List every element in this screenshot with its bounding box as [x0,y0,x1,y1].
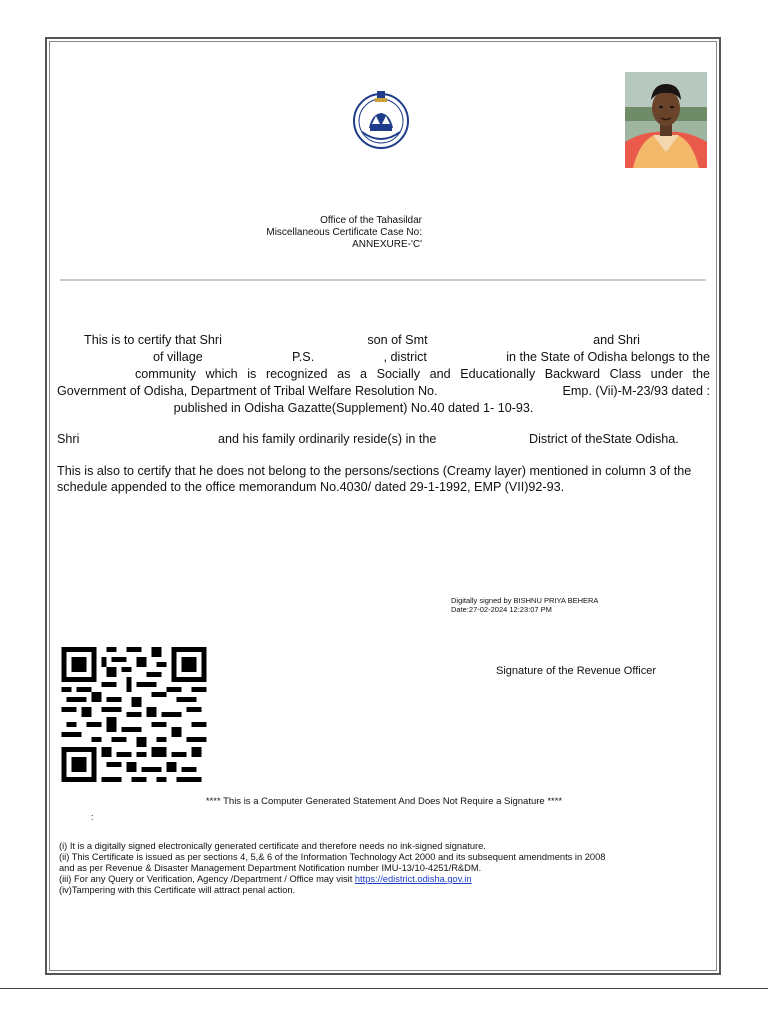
colon-mark: : [91,812,94,822]
applicant-photo [625,72,707,168]
footnotes [59,841,719,896]
note-2-continued: and as per Revenue & Disaster Management Department Notification number IMU-13/10-4251/R&DM. [59,863,482,873]
creamy-layer-paragraph: This is also to certify that he does not belong to the persons/sections (Creamy layer) mentioned in column 3 of the schedule appended to the office memorandum No.4030/ dated 29-1-1992, EMP (VII)92-93. [57,464,692,494]
note-2: (ii) This Certificate is issued as per sections 4, 5,& 6 of the Information Technology Act 2000 and its subsequent amendments in 2008 [59,852,606,862]
note-3-text: (iii) For any Query or Verification, Agency /Department / Office may visit [59,874,355,884]
note-3 [59,874,719,885]
signed-date: Date:27-02-2024 12:23:07 PM [451,605,552,614]
note-4: (iv)Tampering with this Certificate will attract penal action. [59,885,296,895]
cert-line1-c: and Shri [593,333,640,347]
cert-line4-b: Emp. (Vii)-M-23/93 dated : [562,384,710,398]
cert-line2-c: , district [383,350,427,364]
cert-line2-a: of village [153,350,203,364]
annexure-label: ANNEXURE-'C' [352,239,422,250]
computer-generated-note: **** This is a Computer Generated Statement And Does Not Require a Signature **** [205,796,563,807]
reside-family: and his family ordinarily reside(s) in the [218,432,437,446]
certificate-paragraph [57,332,710,417]
revenue-officer-signature-label: Signature of the Revenue Officer [496,665,657,677]
cert-line4-a: Government of Odisha, Department of Tribal Welfare Resolution No. [57,384,438,398]
edistrict-link[interactable]: https://edistrict.odisha.gov.in [354,874,472,884]
certificate-inner-border [49,41,717,971]
note-1: (i) It is a digitally signed electronically generated certificate and therefore needs no ink-signed signature. [59,841,486,851]
reside-district: District of theState Odisha. [529,432,679,446]
office-header [266,215,422,251]
cert-line3: community which is recognized as a Socially and Educationally Backward Class under the [135,367,710,381]
case-number-label: Miscellaneous Certificate Case No: [266,227,422,238]
signed-by: Digitally signed by BISHNU PRIYA BEHERA [451,596,599,605]
cert-line1-b: son of Smt [367,333,428,347]
cert-line2-b: P.S. [292,350,315,364]
cert-line1-a: This is to certify that Shri [84,333,222,347]
cert-line5: published in Odisha Gazatte(Supplement) No.40 dated 1- 10-93. [173,401,534,415]
odisha-emblem-icon [350,88,412,150]
cert-line2-d: in the State of Odisha belongs to the [506,350,710,364]
header-divider [60,279,706,281]
office-title: Office of the Tahasildar [320,215,422,226]
reside-shri: Shri [57,432,80,446]
qr-code[interactable] [61,647,207,782]
digital-signature [451,596,598,614]
page-bottom-rule [0,988,768,989]
